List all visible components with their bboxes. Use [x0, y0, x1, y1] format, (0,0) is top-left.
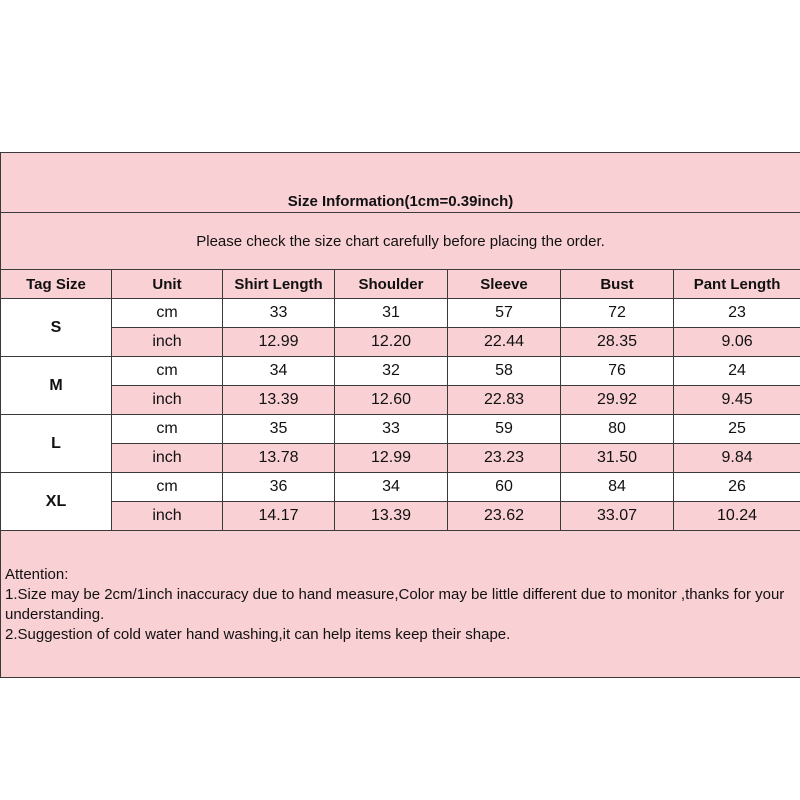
unit-cell: cm [112, 473, 223, 502]
sleeve-cell: 22.83 [448, 386, 561, 415]
shoulder-cell: 12.99 [335, 444, 448, 473]
table-row [1, 357, 800, 386]
shirt-length-cell: 14.17 [223, 502, 335, 531]
bust-cell: 29.92 [561, 386, 674, 415]
sleeve-cell: 57 [448, 299, 561, 328]
bust-cell: 76 [561, 357, 674, 386]
shoulder-cell: 12.60 [335, 386, 448, 415]
shoulder-cell: 13.39 [335, 502, 448, 531]
shoulder-cell: 32 [335, 357, 448, 386]
unit-cell: cm [112, 357, 223, 386]
pant-length-cell: 9.84 [674, 444, 800, 473]
table-row [1, 328, 800, 357]
header-row [1, 270, 800, 299]
table-row [1, 415, 800, 444]
pant-length-cell: 9.06 [674, 328, 800, 357]
bust-cell: 80 [561, 415, 674, 444]
shirt-length-cell: 12.99 [223, 328, 335, 357]
pant-length-cell: 10.24 [674, 502, 800, 531]
shoulder-cell: 31 [335, 299, 448, 328]
tag-size-cell: M [1, 357, 112, 415]
shoulder-cell: 34 [335, 473, 448, 502]
unit-cell: cm [112, 415, 223, 444]
sleeve-cell: 58 [448, 357, 561, 386]
shirt-length-cell: 13.39 [223, 386, 335, 415]
unit-cell: inch [112, 386, 223, 415]
shoulder-cell: 33 [335, 415, 448, 444]
bust-cell: 28.35 [561, 328, 674, 357]
header-bust: Bust [561, 270, 674, 299]
pant-length-cell: 25 [674, 415, 800, 444]
pant-length-cell: 23 [674, 299, 800, 328]
chart-subtitle: Please check the size chart carefully before placing the order. [1, 213, 800, 270]
header-shirt-length: Shirt Length [223, 270, 335, 299]
tag-size-cell: L [1, 415, 112, 473]
shirt-length-cell: 36 [223, 473, 335, 502]
header-shoulder: Shoulder [335, 270, 448, 299]
table-row [1, 299, 800, 328]
bust-cell: 72 [561, 299, 674, 328]
pant-length-cell: 26 [674, 473, 800, 502]
tag-size-cell: S [1, 299, 112, 357]
attention-notes [1, 531, 800, 678]
attention-heading: Attention: [5, 566, 69, 583]
sleeve-cell: 23.23 [448, 444, 561, 473]
attention-line-1: 1.Size may be 2cm/1inch inaccuracy due to hand measure,Color may be little different due to monitor ,thanks for your understanding. [5, 586, 785, 623]
header-pant-length: Pant Length [674, 270, 800, 299]
header-tag-size: Tag Size [1, 270, 112, 299]
bust-cell: 31.50 [561, 444, 674, 473]
pant-length-cell: 9.45 [674, 386, 800, 415]
size-table [0, 152, 800, 678]
unit-cell: inch [112, 444, 223, 473]
sleeve-cell: 59 [448, 415, 561, 444]
sleeve-cell: 60 [448, 473, 561, 502]
shirt-length-cell: 33 [223, 299, 335, 328]
tag-size-cell: XL [1, 473, 112, 531]
pant-length-cell: 24 [674, 357, 800, 386]
sleeve-cell: 23.62 [448, 502, 561, 531]
table-row [1, 502, 800, 531]
sleeve-cell: 22.44 [448, 328, 561, 357]
size-chart [0, 152, 800, 650]
header-unit: Unit [112, 270, 223, 299]
shirt-length-cell: 13.78 [223, 444, 335, 473]
table-row [1, 386, 800, 415]
table-row [1, 473, 800, 502]
bust-cell: 84 [561, 473, 674, 502]
bust-cell: 33.07 [561, 502, 674, 531]
header-sleeve: Sleeve [448, 270, 561, 299]
unit-cell: cm [112, 299, 223, 328]
attention-line-2: 2.Suggestion of cold water hand washing,it can help items keep their shape. [5, 626, 511, 643]
shirt-length-cell: 35 [223, 415, 335, 444]
table-row [1, 444, 800, 473]
unit-cell: inch [112, 502, 223, 531]
chart-title: Size Information(1cm=0.39inch) [1, 153, 800, 213]
shirt-length-cell: 34 [223, 357, 335, 386]
unit-cell: inch [112, 328, 223, 357]
shoulder-cell: 12.20 [335, 328, 448, 357]
